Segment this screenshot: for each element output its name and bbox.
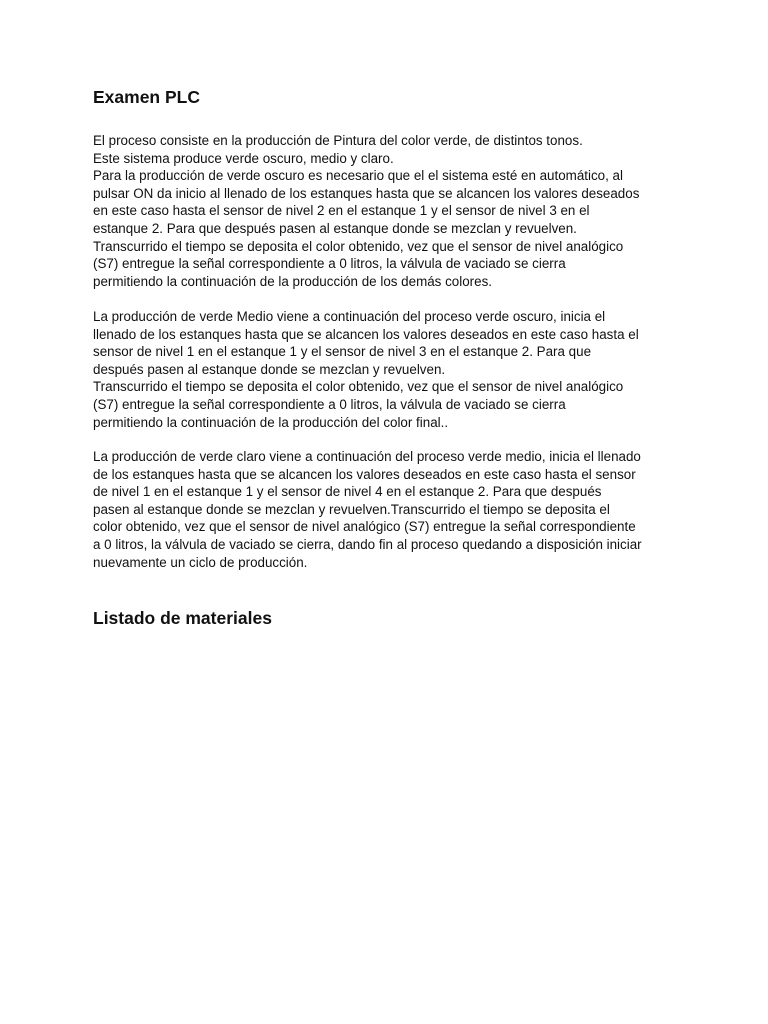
paragraph-verde-claro	[93, 448, 683, 571]
text-line: (S7) entregue la señal correspondiente a 0 litros, la válvula de vaciado se cierra	[93, 256, 566, 272]
text-line: permitiendo la continuación de la producción del color final..	[93, 414, 449, 430]
text-line: pasen al estanque donde se mezclan y revuelven.Transcurrido el tiempo se deposita el	[93, 501, 610, 517]
text-line: permitiendo la continuación de la producción de los demás colores.	[93, 273, 492, 289]
text-line: Para la producción de verde oscuro es necesario que el el sistema esté en automático, al	[93, 168, 623, 184]
text-line: sensor de nivel 1 en el estanque 1 y el sensor de nivel 3 en el estanque 2. Para que	[93, 344, 592, 360]
text-line: a 0 litros, la válvula de vaciado se cierra, dando fin al proceso quedando a disposición iniciar	[93, 536, 642, 552]
document-title: Examen PLC	[93, 87, 200, 107]
text-line: El proceso consiste en la producción de Pintura del color verde, de distintos tonos.	[93, 133, 583, 148]
text-line: estanque 2. Para que después pasen al estanque donde se mezclan y revuelven.	[93, 220, 577, 236]
text-line: pulsar ON da inicio al llenado de los estanques hasta que se alcancen los valores deseados	[93, 185, 640, 201]
text-line: llenado de los estanques hasta que se alcancen los valores deseados en este caso hasta el	[93, 326, 639, 342]
text-line: después pasen al estanque donde se mezclan y revuelven.	[93, 361, 446, 377]
text-line: (S7) entregue la señal correspondiente a 0 litros, la válvula de vaciado se cierra	[93, 396, 566, 412]
text-line: La producción de verde claro viene a continuación del proceso verde medio, inicia el llenado	[93, 449, 641, 464]
text-line: de nivel 1 en el estanque 1 y el sensor de nivel 4 en el estanque 2. Para que después	[93, 484, 602, 500]
paragraph-verde-oscuro	[93, 132, 683, 290]
text-line: en este caso hasta el sensor de nivel 2 en el estanque 1 y el sensor de nivel 3 en el	[93, 203, 590, 219]
text-line: color obtenido, vez que el sensor de nivel analógico (S7) entregue la señal correspondiente	[93, 519, 636, 535]
text-line: Este sistema produce verde oscuro, medio y claro.	[93, 150, 394, 166]
text-line: de los estanques hasta que se alcancen los valores deseados en este caso hasta el sensor	[93, 466, 636, 482]
text-line: Transcurrido el tiempo se deposita el color obtenido, vez que el sensor de nivel analógico	[93, 379, 624, 395]
text-line: La producción de verde Medio viene a continuación del proceso verde oscuro, inicia el	[93, 309, 606, 324]
paragraph-verde-medio	[93, 308, 683, 431]
text-line: Transcurrido el tiempo se deposita el color obtenido, vez que el sensor de nivel analógico	[93, 238, 624, 254]
section-heading-materiales: Listado de materiales	[93, 608, 272, 628]
text-line: nuevamente un ciclo de producción.	[93, 554, 308, 570]
